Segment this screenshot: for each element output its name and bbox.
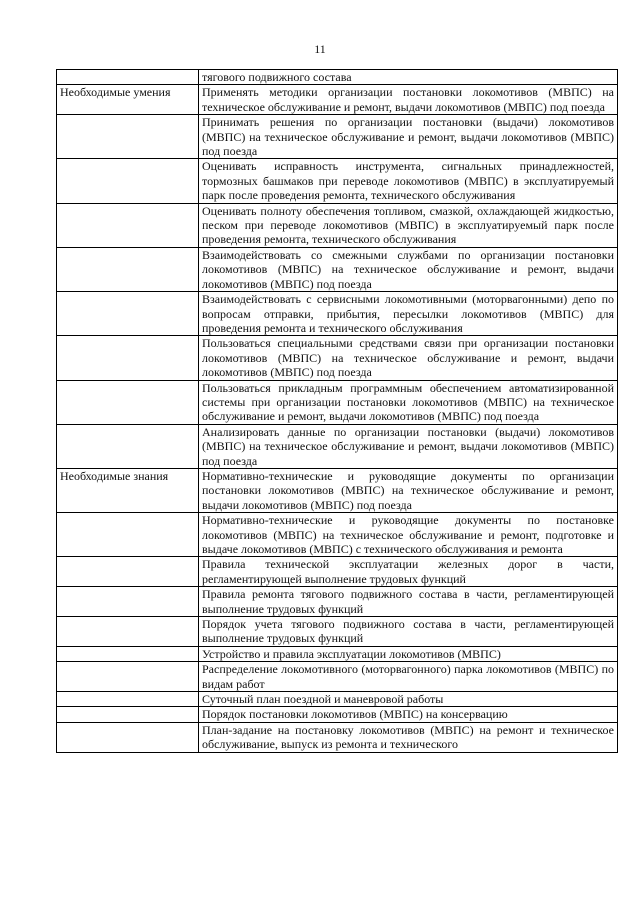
row-text: Оценивать исправность инструмента, сигнальных принадлежностей, тормозных башмаков при переводе локомотивов (МВПС) в эксплуатируемый парк после проведения ремонта, технического обслуживания	[199, 159, 618, 203]
table-row	[57, 203, 618, 247]
page-number: 11	[314, 42, 326, 56]
table-row	[57, 707, 618, 722]
competency-table	[56, 69, 618, 753]
row-text: План-задание на постановку локомотивов (МВПС) на ремонт и техническое обслуживание, выпуск из ремонта и технического	[199, 722, 618, 752]
row-text: Пользоваться специальными средствами связи при организации постановки локомотивов (МВПС) на техническое обслуживание и ремонт, выдачи локомотивов (МВПС) под поезда	[199, 336, 618, 380]
row-text: Оценивать полноту обеспечения топливом, смазкой, охлаждающей жидкостью, песком при переводе локомотивов (МВПС) в эксплуатируемый парк после проведения ремонта, технического обслуживания	[199, 203, 618, 247]
row-label	[57, 617, 199, 647]
row-text: Взаимодействовать со смежными службами по организации постановки локомотивов (МВПС) на техническое обслуживание и ремонт, выдачи локомотивов (МВПС) под поезда	[199, 247, 618, 291]
row-label	[57, 247, 199, 291]
table-row	[57, 646, 618, 661]
table-row	[57, 662, 618, 692]
table-row	[57, 292, 618, 336]
row-label	[57, 336, 199, 380]
table-row	[57, 513, 618, 557]
table-row	[57, 722, 618, 752]
row-text: Принимать решения по организации постановки (выдачи) локомотивов (МВПС) на техническое обслуживание и ремонт, выдачи локомотивов (МВПС) под поезда	[199, 115, 618, 159]
row-label	[57, 203, 199, 247]
table-row	[57, 692, 618, 707]
table-row	[57, 159, 618, 203]
row-text: Применять методики организации постановки локомотивов (МВПС) на техническое обслуживание и ремонт, выдачи локомотивов (МВПС) под поезда	[199, 85, 618, 115]
row-label	[57, 70, 199, 85]
row-text: Устройство и правила эксплуатации локомотивов (МВПС)	[199, 646, 618, 661]
row-label: Необходимые умения	[57, 85, 199, 115]
table-row	[57, 115, 618, 159]
row-text: Правила технической эксплуатации железных дорог в части, регламентирующей выполнение трудовых функций	[199, 557, 618, 587]
row-text: Правила ремонта тягового подвижного состава в части, регламентирующей выполнение трудовых функций	[199, 587, 618, 617]
row-label	[57, 159, 199, 203]
row-text: Пользоваться прикладным программным обеспечением автоматизированной системы при организации постановки локомотивов (МВПС) на техническое обслуживание и ремонт, выдачи локомотивов (МВПС) под поезда	[199, 380, 618, 424]
row-text: Порядок постановки локомотивов (МВПС) на консервацию	[199, 707, 618, 722]
row-label	[57, 722, 199, 752]
table-row	[57, 557, 618, 587]
row-text: Нормативно-технические и руководящие документы по организации постановки локомотивов (МВПС) на техническое обслуживание и ремонт, выдачи локомотивов (МВПС) под поезда	[199, 468, 618, 512]
table-row	[57, 587, 618, 617]
row-text: тягового подвижного состава	[199, 70, 618, 85]
table-row	[57, 336, 618, 380]
row-text: Суточный план поездной и маневровой работы	[199, 692, 618, 707]
row-label	[57, 662, 199, 692]
row-label	[57, 557, 199, 587]
row-label: Необходимые знания	[57, 468, 199, 512]
table-row	[57, 468, 618, 512]
table-row	[57, 380, 618, 424]
row-label	[57, 587, 199, 617]
table-row	[57, 617, 618, 647]
table-row	[57, 247, 618, 291]
row-text: Нормативно-технические и руководящие документы по постановке локомотивов (МВПС) на техническое обслуживание и ремонт, подготовке и выдаче локомотивов (МВПС) с технического обслуживания и ремонта	[199, 513, 618, 557]
row-text: Порядок учета тягового подвижного состава в части, регламентирующей выполнение трудовых функций	[199, 617, 618, 647]
table-row	[57, 424, 618, 468]
table-row	[57, 85, 618, 115]
row-text: Распределение локомотивного (моторвагонного) парка локомотивов (МВПС) по видам работ	[199, 662, 618, 692]
table-row	[57, 70, 618, 85]
row-label	[57, 115, 199, 159]
row-text: Анализировать данные по организации постановки (выдачи) локомотивов (МВПС) на техническое обслуживание и ремонт, выдачи локомотивов (МВПС) под поезда	[199, 424, 618, 468]
row-label	[57, 380, 199, 424]
row-label	[57, 646, 199, 661]
row-text: Взаимодействовать с сервисными локомотивными (моторвагонными) депо по вопросам отправки, прибытия, пересылки локомотивов (МВПС) для проведения ремонта и технического обслуживания	[199, 292, 618, 336]
row-label	[57, 513, 199, 557]
row-label	[57, 692, 199, 707]
row-label	[57, 424, 199, 468]
row-label	[57, 707, 199, 722]
row-label	[57, 292, 199, 336]
